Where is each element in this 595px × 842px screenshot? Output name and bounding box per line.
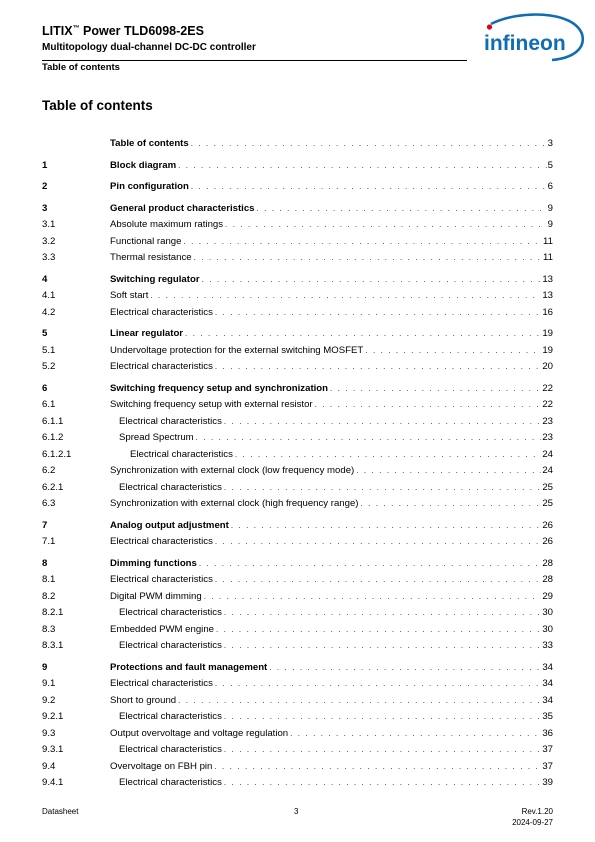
toc-entry-line: [119, 710, 553, 724]
toc-entry[interactable]: [42, 535, 553, 549]
product-prefix: LITIX: [42, 24, 73, 38]
toc-entry-line: [110, 159, 553, 173]
toc-dot-leader: [204, 590, 542, 604]
toc-entry-page[interactable]: 24: [542, 465, 553, 476]
toc-entry-page[interactable]: 28: [542, 558, 553, 569]
toc-entry[interactable]: [42, 481, 553, 495]
toc-dot-leader: [235, 448, 541, 462]
toc-entry-line: [110, 360, 553, 374]
toc-entry-line: [110, 306, 553, 320]
toc-dot-leader: [257, 202, 547, 216]
toc-entry-page[interactable]: 37: [542, 761, 553, 772]
toc-entry[interactable]: [42, 677, 553, 691]
toc-entry[interactable]: [42, 251, 553, 265]
toc-entry-title[interactable]: Short to ground: [110, 695, 177, 706]
toc-entry-title[interactable]: Switching frequency setup with external resistor: [110, 399, 313, 410]
toc-entry-page[interactable]: 26: [542, 536, 553, 547]
toc-entry-line: [119, 431, 553, 445]
toc-entry-title[interactable]: Electrical characteristics: [119, 711, 222, 722]
toc-entry-line: [110, 760, 553, 774]
toc-entry-number: 6.3: [42, 498, 56, 509]
toc-entry-line: [110, 519, 553, 533]
toc-dot-leader: [231, 519, 541, 533]
toc-dot-leader: [330, 382, 541, 396]
footer-page-number: 3: [294, 807, 299, 816]
toc-entry[interactable]: [42, 606, 553, 620]
toc-entry-number: 8: [42, 558, 48, 569]
toc-entry-number: 9.2.1: [42, 711, 64, 722]
toc-entry-number: 1: [42, 160, 48, 171]
product-suffix: Power TLD6098-2ES: [79, 24, 204, 38]
toc-entry-title[interactable]: Analog output adjustment: [110, 520, 229, 531]
toc-entry-title[interactable]: Linear regulator: [110, 328, 184, 339]
toc-dot-leader: [199, 557, 541, 571]
toc-entry-page[interactable]: 16: [542, 307, 553, 318]
toc-entry[interactable]: [42, 327, 553, 341]
toc-dot-leader: [215, 677, 541, 691]
toc-entry-line: [119, 776, 553, 790]
toc-entry[interactable]: [42, 398, 553, 412]
toc-entry-title[interactable]: Dimming functions: [110, 558, 197, 569]
toc-dot-leader: [224, 776, 541, 790]
toc-dot-leader: [178, 159, 547, 173]
toc-entry-title[interactable]: Embedded PWM engine: [110, 624, 214, 635]
toc-entry-line: [119, 415, 553, 429]
toc-entry-number: 5.2: [42, 361, 56, 372]
toc-entry-title[interactable]: Switching frequency setup and synchronization: [110, 383, 329, 394]
toc-entry-page[interactable]: 22: [542, 399, 553, 410]
toc-entry-line: [110, 180, 553, 194]
toc-dot-leader: [185, 327, 541, 341]
toc-dot-leader: [315, 398, 542, 412]
toc-entry-page[interactable]: 30: [542, 607, 553, 618]
toc-entry-number: 4.1: [42, 290, 56, 301]
toc-entry-page[interactable]: 34: [542, 695, 553, 706]
toc-dot-leader: [215, 360, 541, 374]
toc-entry-line: [110, 623, 553, 637]
toc-entry-page[interactable]: 13: [542, 274, 553, 285]
toc-dot-leader: [194, 251, 542, 265]
toc-entry-title[interactable]: Digital PWM dimming: [110, 591, 202, 602]
toc-entry-title[interactable]: Electrical characteristics: [119, 744, 222, 755]
toc-entry-page[interactable]: 5: [547, 160, 553, 171]
toc-entry-line: [110, 677, 553, 691]
toc-entry-line: [110, 557, 553, 571]
toc-entry[interactable]: [42, 431, 553, 445]
toc-entry-page[interactable]: 34: [542, 678, 553, 689]
toc-entry-number: 9: [42, 662, 48, 673]
toc-entry-line: [119, 639, 553, 653]
toc-entry-number: 6.1.2.1: [42, 449, 72, 460]
trademark-symbol: ™: [72, 24, 80, 32]
toc-entry-line: [119, 743, 553, 757]
toc-entry-number: 8.3: [42, 624, 56, 635]
toc-entry-line: [130, 448, 553, 462]
toc-dot-leader: [215, 573, 541, 587]
toc-dot-leader: [224, 415, 541, 429]
toc-entry[interactable]: [42, 202, 553, 216]
toc-entry-number: 6.2: [42, 465, 56, 476]
document-subtitle: Multitopology dual-channel DC-DC controller: [42, 42, 256, 53]
toc-entry-title[interactable]: Synchronization with external clock (high frequency range): [110, 498, 359, 509]
toc-entry[interactable]: [42, 344, 553, 358]
toc-entry-line: [110, 251, 553, 265]
toc-entry-title[interactable]: Electrical characteristics: [110, 361, 213, 372]
toc-entry-page[interactable]: 23: [542, 432, 553, 443]
toc-entry-title[interactable]: Table of contents: [110, 138, 189, 149]
footer-revision: Rev.1.20: [521, 807, 553, 816]
toc-entry-number: 3.1: [42, 219, 56, 230]
toc-entry-title[interactable]: Electrical characteristics: [119, 777, 222, 788]
toc-entry-page[interactable]: 29: [542, 591, 553, 602]
page-title: Table of contents: [42, 98, 153, 113]
toc-entry-title[interactable]: Electrical characteristics: [110, 536, 213, 547]
toc-entry[interactable]: [42, 710, 553, 724]
toc-entry[interactable]: [42, 382, 553, 396]
toc-entry-page[interactable]: 20: [542, 361, 553, 372]
toc-entry[interactable]: [42, 573, 553, 587]
toc-dot-leader: [269, 661, 541, 675]
toc-entry[interactable]: [42, 743, 553, 757]
toc-entry-title[interactable]: Functional range: [110, 236, 182, 247]
toc-dot-leader: [216, 623, 541, 637]
toc-entry-number: 3.3: [42, 252, 56, 263]
toc-entry-title[interactable]: Thermal resistance: [110, 252, 192, 263]
toc-entry-page[interactable]: 26: [542, 520, 553, 531]
toc-entry-title[interactable]: Absolute maximum ratings: [110, 219, 224, 230]
toc-entry-title[interactable]: Electrical characteristics: [110, 307, 213, 318]
toc-entry-title[interactable]: Electrical characteristics: [119, 416, 222, 427]
toc-entry-page[interactable]: 34: [542, 662, 553, 673]
toc-entry-line: [110, 464, 553, 478]
header-section-label: Table of contents: [42, 62, 120, 73]
toc-entry[interactable]: [42, 557, 553, 571]
toc-entry-line: [110, 327, 553, 341]
toc-entry-line: [110, 344, 553, 358]
toc-entry-line: [110, 661, 553, 675]
toc-entry[interactable]: [42, 289, 553, 303]
toc-entry-line: [110, 382, 553, 396]
toc-entry[interactable]: [42, 639, 553, 653]
toc-entry-line: [119, 606, 553, 620]
toc-entry[interactable]: [42, 776, 553, 790]
toc-dot-leader: [225, 218, 547, 232]
toc-entry[interactable]: [42, 273, 553, 287]
toc-entry-number: 9.3: [42, 728, 56, 739]
toc-entry[interactable]: [42, 519, 553, 533]
toc-entry-number: 6.2.1: [42, 482, 64, 493]
toc-dot-leader: [224, 481, 541, 495]
toc-entry-line: [110, 727, 553, 741]
toc-dot-leader: [224, 639, 541, 653]
toc-entry-page[interactable]: 35: [542, 711, 553, 722]
toc-entry-title[interactable]: Electrical characteristics: [130, 449, 233, 460]
toc-entry[interactable]: [42, 235, 553, 249]
toc-entry-title[interactable]: Electrical characteristics: [110, 574, 213, 585]
toc-entry-line: [110, 398, 553, 412]
toc-entry-page[interactable]: 33: [542, 640, 553, 651]
toc-entry-number: 9.4: [42, 761, 56, 772]
toc-dot-leader: [224, 710, 541, 724]
toc-entry-number: 5: [42, 328, 48, 339]
toc-entry[interactable]: [42, 623, 553, 637]
toc-entry-number: 8.1: [42, 574, 56, 585]
toc-entry[interactable]: [42, 661, 553, 675]
toc-entry-title[interactable]: Pin configuration: [110, 181, 189, 192]
toc-entry-number: 3.2: [42, 236, 56, 247]
toc-entry-number: 6: [42, 383, 48, 394]
toc-entry[interactable]: [42, 180, 553, 194]
toc-entry-line: [110, 535, 553, 549]
toc-entry-page[interactable]: 19: [542, 345, 553, 356]
toc-entry[interactable]: [42, 415, 553, 429]
toc-entry-page[interactable]: 11: [543, 236, 553, 247]
toc-entry-title[interactable]: Electrical characteristics: [110, 678, 213, 689]
toc-entry-page[interactable]: 39: [542, 777, 553, 788]
toc-entry-number: 9.4.1: [42, 777, 64, 788]
toc-entry-page[interactable]: 9: [547, 219, 553, 230]
toc-entry[interactable]: [42, 218, 553, 232]
toc-entry-number: 3: [42, 203, 48, 214]
toc-dot-leader: [196, 431, 542, 445]
toc-entry[interactable]: [42, 694, 553, 708]
toc-entry-page[interactable]: 37: [542, 744, 553, 755]
toc-dot-leader: [215, 535, 541, 549]
toc-entry-line: [110, 273, 553, 287]
toc-dot-leader: [361, 497, 542, 511]
toc-entry-page[interactable]: 30: [542, 624, 553, 635]
toc-entry-number: 2: [42, 181, 48, 192]
toc-entry-title[interactable]: Overvoltage on FBH pin: [110, 761, 213, 772]
toc-entry-page[interactable]: 24: [542, 449, 553, 460]
toc-dot-leader: [191, 137, 547, 151]
toc-entry-line: [110, 694, 553, 708]
toc-dot-leader: [214, 760, 541, 774]
toc-dot-leader: [224, 743, 541, 757]
toc-entry-page[interactable]: 19: [542, 328, 553, 339]
toc-entry-title[interactable]: Electrical characteristics: [119, 482, 222, 493]
logo-wordmark: infineon: [484, 32, 566, 55]
toc-entry-page[interactable]: 13: [542, 290, 553, 301]
toc-entry-number: 7.1: [42, 536, 56, 547]
toc-entry-title[interactable]: General product characteristics: [110, 203, 255, 214]
toc-entry-number: 5.1: [42, 345, 56, 356]
toc-dot-leader: [356, 464, 541, 478]
toc-entry-page[interactable]: 23: [542, 416, 553, 427]
toc-entry[interactable]: [42, 590, 553, 604]
toc-entry-page[interactable]: 11: [543, 252, 553, 263]
toc-entry[interactable]: [42, 760, 553, 774]
toc-entry-page[interactable]: 36: [542, 728, 553, 739]
toc-entry-line: [110, 590, 553, 604]
toc-entry-title[interactable]: Synchronization with external clock (low frequency mode): [110, 465, 355, 476]
toc-entry-number: 7: [42, 520, 48, 531]
toc-entry-number: 6.1.2: [42, 432, 64, 443]
toc-entry-number: 8.2: [42, 591, 56, 602]
toc-dot-leader: [365, 344, 541, 358]
toc-entry[interactable]: [42, 360, 553, 374]
toc-dot-leader: [183, 235, 542, 249]
toc-entry-number: 6.1: [42, 399, 56, 410]
toc-entry-title[interactable]: Undervoltage protection for the external switching MOSFET: [110, 345, 364, 356]
toc-dot-leader: [178, 694, 541, 708]
toc-entry-page[interactable]: 25: [542, 482, 553, 493]
toc-dot-leader: [290, 727, 541, 741]
toc-entry-title[interactable]: Electrical characteristics: [119, 640, 222, 651]
toc-entry-number: 8.2.1: [42, 607, 64, 618]
toc-entry-title[interactable]: Spread Spectrum: [119, 432, 194, 443]
toc-dot-leader: [215, 306, 541, 320]
toc-entry-page[interactable]: 25: [542, 498, 553, 509]
toc-entry-line: [110, 137, 553, 151]
toc-entry-line: [110, 218, 553, 232]
toc-entry-page[interactable]: 28: [542, 574, 553, 585]
toc-entry-number: 8.3.1: [42, 640, 64, 651]
toc-entry[interactable]: [42, 159, 553, 173]
toc-entry[interactable]: [42, 137, 553, 151]
footer-date: 2024-09-27: [512, 818, 553, 827]
toc-entry-title[interactable]: Switching regulator: [110, 274, 200, 285]
toc-entry-line: [110, 573, 553, 587]
toc-entry[interactable]: [42, 448, 553, 462]
toc-entry-number: 9.2: [42, 695, 56, 706]
toc-entry-title[interactable]: Electrical characteristics: [119, 607, 222, 618]
toc-entry-page[interactable]: 3: [547, 138, 553, 149]
toc-entry-line: [110, 289, 553, 303]
toc-entry-title[interactable]: Block diagram: [110, 160, 177, 171]
toc-entry[interactable]: [42, 306, 553, 320]
footer-doc-type: Datasheet: [42, 807, 79, 816]
toc-entry-line: [110, 202, 553, 216]
toc-entry-line: [119, 481, 553, 495]
toc-entry-number: 4.2: [42, 307, 56, 318]
toc-entry[interactable]: [42, 497, 553, 511]
toc-entry-page[interactable]: 6: [547, 181, 553, 192]
toc-entry-number: 9.1: [42, 678, 56, 689]
toc-dot-leader: [150, 289, 541, 303]
toc-entry-title[interactable]: Soft start: [110, 290, 149, 301]
table-of-contents: [42, 0, 553, 842]
toc-dot-leader: [191, 180, 547, 194]
toc-entry-title[interactable]: Output overvoltage and voltage regulation: [110, 728, 289, 739]
toc-entry-line: [110, 235, 553, 249]
toc-dot-leader: [224, 606, 541, 620]
toc-entry-number: 9.3.1: [42, 744, 64, 755]
toc-entry-line: [110, 497, 553, 511]
toc-dot-leader: [202, 273, 542, 287]
toc-entry-page[interactable]: 9: [547, 203, 553, 214]
toc-entry-number: 4: [42, 274, 48, 285]
toc-entry-number: 6.1.1: [42, 416, 64, 427]
toc-entry-page[interactable]: 22: [542, 383, 553, 394]
toc-entry-title[interactable]: Protections and fault management: [110, 662, 268, 673]
toc-entry[interactable]: [42, 727, 553, 741]
toc-entry[interactable]: [42, 464, 553, 478]
